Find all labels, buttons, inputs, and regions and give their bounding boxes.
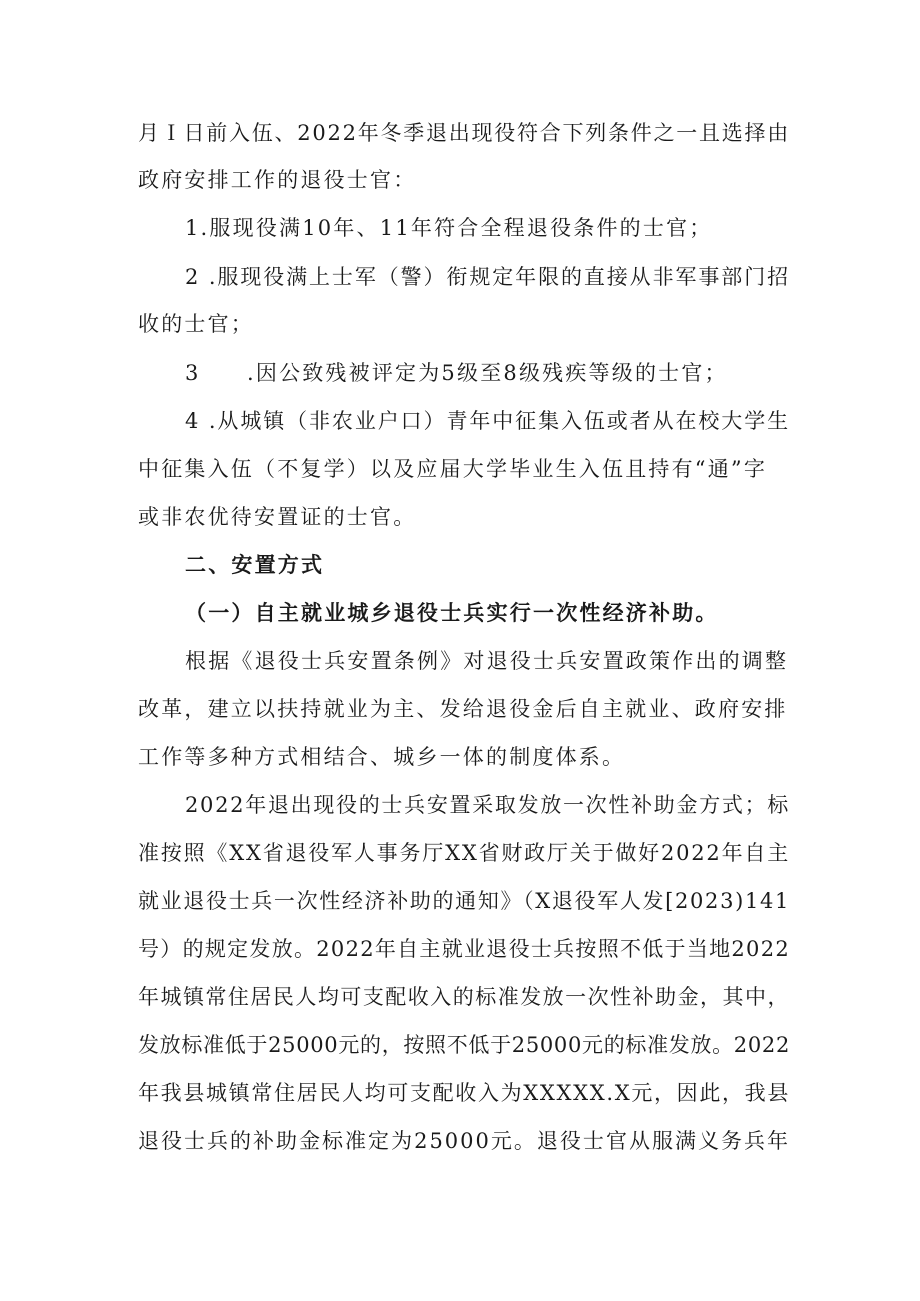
body-text-line: 退役士兵的补助金标准定为25000元。退役士官从服满义务兵年 (138, 1129, 790, 1153)
body-text-line: 收的士官； (138, 312, 254, 336)
list-item-3: 3 .因公致残被评定为5级至8级残疾等级的士官； (185, 361, 728, 385)
list-item-4: 4 .从城镇（非农业户口）青年中征集入伍或者从在校大学生 (185, 409, 790, 433)
body-text-line: 号）的规定发放。2022年自主就业退役士兵按照不低于当地2022 (138, 937, 790, 961)
body-text-line: 工作等多种方式相结合、城乡一体的制度体系。 (138, 745, 626, 769)
body-text-line: 月Ｉ日前入伍、2022年冬季退出现役符合下列条件之一且选择由 (138, 121, 790, 145)
body-text-line: 根据《退役士兵安置条例》对退役士兵安置政策作出的调整 (185, 649, 789, 673)
body-text-line: 或非农优待安置证的士官。 (138, 505, 417, 529)
body-text-line: 年我县城镇常住居民人均可支配收入为XXXXX.X元，因此，我县 (138, 1081, 790, 1105)
body-text-line: 准按照《XX省退役军人事务厅XX省财政厅关于做好2022年自主 (138, 841, 790, 865)
body-text-line: 年城镇常住居民人均可支配收入的标准发放一次性补助金，其中， (138, 985, 790, 1009)
body-text-line: 中征集入伍（不复学）以及应届大学毕业生入伍且持有“通”字 (138, 457, 768, 481)
subsection-heading: （一）自主就业城乡退役士兵实行一次性经济补助。 (185, 600, 719, 625)
body-text-line: 改革，建立以扶持就业为主、发给退役金后自主就业、政府安排 (138, 697, 788, 721)
list-item-1: 1.服现役满10年、11年符合全程退役条件的士官； (185, 216, 713, 240)
body-text-line: 就业退役士兵一次性经济补助的通知》（X退役军人发[2023)141 (138, 889, 790, 913)
body-text-line: 2022年退出现役的士兵安置采取发放一次性补助金方式；标 (185, 793, 790, 817)
body-text-line: 发放标准低于25000元的，按照不低于25000元的标准发放。2022 (138, 1033, 790, 1057)
body-text-line: 政府安排工作的退役士官： (138, 168, 417, 192)
list-item-2: 2 .服现役满上士军（警）衔规定年限的直接从非军事部门招 (185, 265, 790, 289)
section-heading: 二、安置方式 (185, 552, 325, 577)
